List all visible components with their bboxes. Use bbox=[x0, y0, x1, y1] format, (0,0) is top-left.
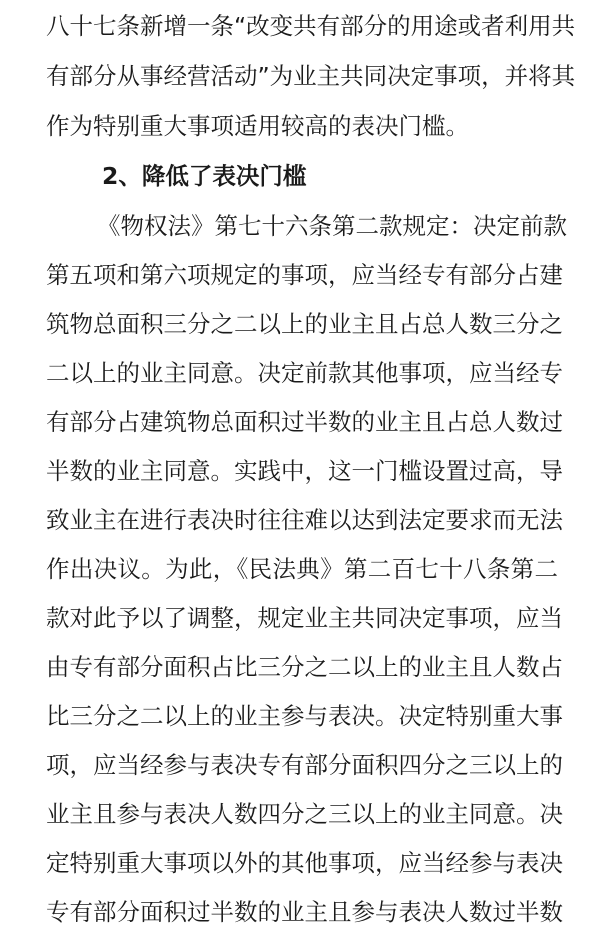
text-line: 筑物总面积三分之二以上的业主且占总人数三分之 bbox=[46, 310, 563, 338]
text-line: 作为特别重大事项适用较高的表决门槛。 bbox=[46, 112, 469, 140]
section-heading: 2、降低了表决门槛 bbox=[102, 162, 307, 190]
text-line: 比三分之二以上的业主参与表决。决定特别重大事 bbox=[46, 702, 563, 730]
paragraph-first-line: 《物权法》第七十六条第二款规定：决定前款 bbox=[97, 212, 567, 240]
text-line: 款对此予以了调整，规定业主共同决定事项，应当 bbox=[46, 604, 563, 632]
text-line: 由专有部分面积占比三分之二以上的业主且人数占 bbox=[46, 653, 563, 681]
text-line: 致业主在进行表决时往往难以达到法定要求而无法 bbox=[46, 506, 563, 534]
text-line: 业主且参与表决人数四分之三以上的业主同意。决 bbox=[46, 800, 563, 828]
text-line: 八十七条新增一条“改变共有部分的用途或者利用共 bbox=[46, 12, 576, 40]
text-line: 有部分占建筑物总面积过半数的业主且占总人数过 bbox=[46, 408, 563, 436]
text-line: 二以上的业主同意。决定前款其他事项，应当经专 bbox=[46, 359, 563, 387]
text-line: 第五项和第六项规定的事项，应当经专有部分占建 bbox=[46, 261, 563, 289]
text-line: 定特别重大事项以外的其他事项，应当经参与表决 bbox=[46, 849, 563, 877]
text-line: 项，应当经参与表决专有部分面积四分之三以上的 bbox=[46, 751, 563, 779]
text-line: 有部分从事经营活动”为业主共同决定事项，并将其 bbox=[46, 62, 576, 90]
text-line: 专有部分面积过半数的业主且参与表决人数过半数 bbox=[46, 898, 563, 926]
text-line: 半数的业主同意。实践中，这一门槛设置过高，导 bbox=[46, 457, 563, 485]
text-line: 作出决议。为此，《民法典》第二百七十八条第二 bbox=[46, 555, 558, 583]
